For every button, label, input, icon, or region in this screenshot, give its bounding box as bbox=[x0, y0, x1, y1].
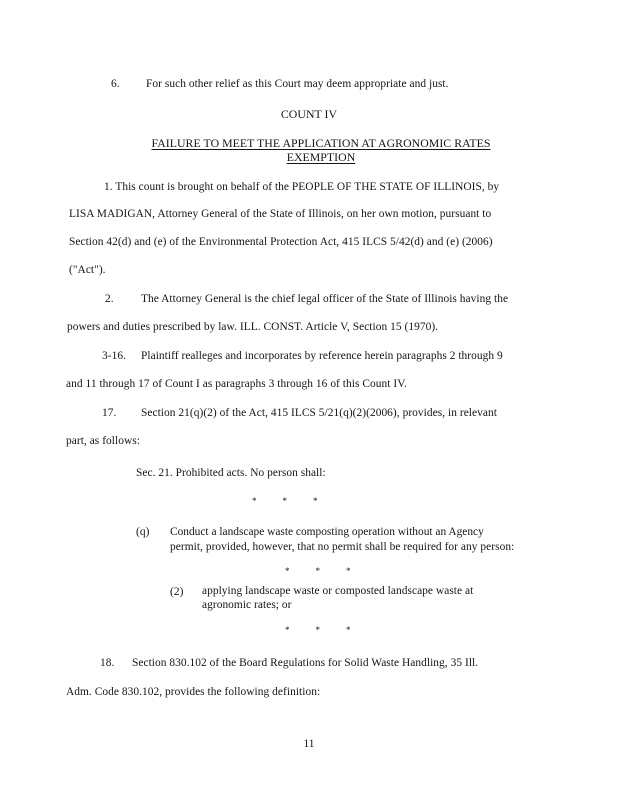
quote-item-2-line-2: agronomic rates; or bbox=[202, 599, 292, 611]
star: * bbox=[285, 625, 290, 635]
para-1-line-1: 1. This count is brought on behalf of the PEOPLE OF THE STATE OF ILLINOIS, by bbox=[104, 181, 500, 193]
para-17-line-1: Section 21(q)(2) of the Act, 415 ILCS 5/21(q)(2)(2006), provides, in relevant bbox=[141, 407, 497, 419]
para-3-16-number: 3-16. bbox=[102, 350, 126, 362]
para-1-line-3: Section 42(d) and (e) of the Environmental Protection Act, 415 ILCS 5/42(d) and (e) (2006) bbox=[69, 236, 493, 248]
para-6-text: For such other relief as this Court may deem appropriate and just. bbox=[146, 78, 449, 90]
star: * bbox=[315, 566, 320, 576]
star: * bbox=[252, 496, 257, 506]
star: * bbox=[313, 496, 318, 506]
para-17-number: 17. bbox=[102, 407, 117, 419]
quote-item-2-label: (2) bbox=[170, 586, 184, 598]
para-2-line-2: powers and duties prescribed by law. ILL. CONST. Article V, Section 15 (1970). bbox=[67, 321, 439, 333]
quote-q-line-2: permit, provided, however, that no permit shall be required for any person: bbox=[170, 541, 515, 553]
star: * bbox=[285, 566, 290, 576]
count-title-line-1: FAILURE TO MEET THE APPLICATION AT AGRONOMIC RATES bbox=[151, 136, 491, 150]
quote-q-line-1: Conduct a landscape waste composting operation without an Agency bbox=[170, 526, 484, 538]
quote-item-2-line-1: applying landscape waste or composted landscape waste at bbox=[202, 585, 474, 597]
quote-q-label: (q) bbox=[136, 526, 150, 538]
para-1-line-4: ("Act"). bbox=[69, 264, 106, 276]
star: * bbox=[346, 625, 351, 635]
star: * bbox=[282, 496, 287, 506]
para-18-line-2: Adm. Code 830.102, provides the following definition: bbox=[66, 686, 321, 698]
ellipsis-stars-1 bbox=[252, 496, 318, 506]
para-18-number: 18. bbox=[100, 657, 115, 669]
count-heading: COUNT IV bbox=[280, 107, 338, 121]
para-2-line-1: The Attorney General is the chief legal officer of the State of Illinois having the bbox=[141, 293, 509, 305]
para-17-line-2: part, as follows: bbox=[66, 435, 140, 447]
star: * bbox=[346, 566, 351, 576]
ellipsis-stars-3 bbox=[285, 625, 351, 635]
para-18-line-1: Section 830.102 of the Board Regulations for Solid Waste Handling, 35 Ill. bbox=[132, 657, 479, 669]
quote-intro: Sec. 21. Prohibited acts. No person shall: bbox=[136, 467, 326, 479]
para-2-number: 2. bbox=[105, 293, 114, 305]
count-title-line-2: EXEMPTION bbox=[286, 150, 356, 164]
page-number: 11 bbox=[303, 738, 315, 750]
ellipsis-stars-2 bbox=[285, 566, 351, 576]
para-3-16-line-2: and 11 through 17 of Count I as paragraphs 3 through 16 of this Count IV. bbox=[66, 378, 407, 390]
para-1-line-2: LISA MADIGAN, Attorney General of the State of Illinois, on her own motion, pursuant to bbox=[69, 208, 492, 220]
star: * bbox=[315, 625, 320, 635]
para-3-16-line-1: Plaintiff realleges and incorporates by reference herein paragraphs 2 through 9 bbox=[141, 350, 503, 362]
para-6-number: 6. bbox=[111, 78, 120, 90]
